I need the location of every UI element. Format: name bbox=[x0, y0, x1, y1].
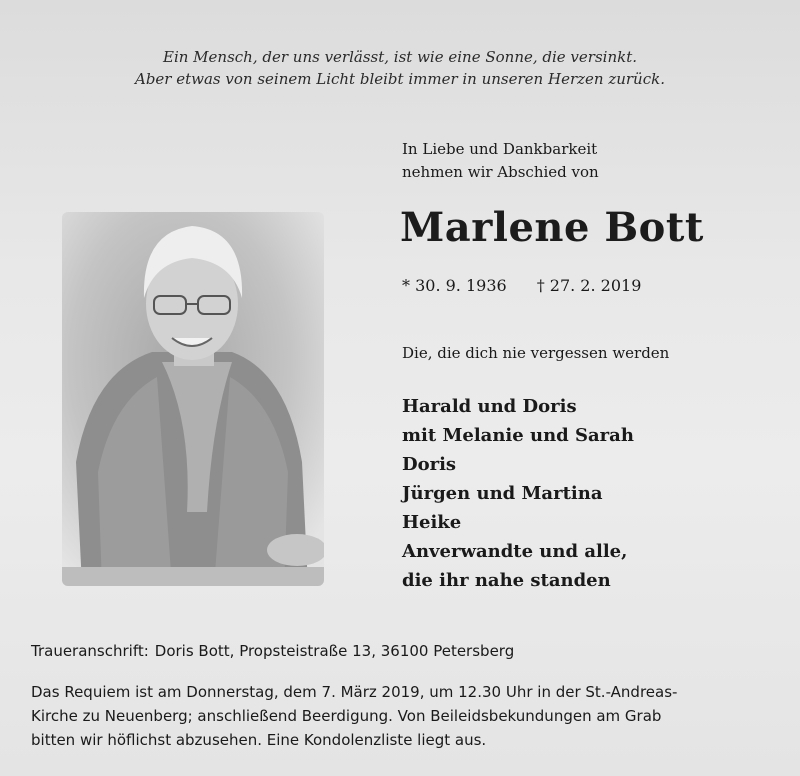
portrait-illustration bbox=[62, 212, 324, 586]
portrait-photo bbox=[62, 212, 324, 586]
birth-date: * 30. 9. 1936 bbox=[402, 276, 507, 295]
intro-line-1: In Liebe und Dankbarkeit bbox=[402, 140, 598, 158]
mourner-item: Anverwandte und alle, bbox=[402, 541, 628, 562]
requiem-line-2: Kirche zu Neuenberg; anschließend Beerdigung. Von Beileidsbekundungen am Grab bbox=[31, 707, 662, 725]
deceased-name: Marlene Bott bbox=[400, 204, 704, 251]
requiem-line-3: bitten wir höflichst abzusehen. Eine Kondolenzliste liegt aus. bbox=[31, 731, 487, 749]
mourning-address bbox=[31, 640, 514, 662]
mourners-intro: Die, die dich nie vergessen werden bbox=[402, 344, 670, 362]
mourner-item: die ihr nahe standen bbox=[402, 570, 611, 591]
address-label: Traueranschrift: bbox=[31, 642, 149, 660]
mourner-item: Doris bbox=[402, 454, 457, 475]
mourner-item: mit Melanie und Sarah bbox=[402, 425, 634, 446]
death-date: † 27. 2. 2019 bbox=[536, 276, 642, 295]
requiem-line-1: Das Requiem ist am Donnerstag, dem 7. März 2019, um 12.30 Uhr in der St.-Andreas- bbox=[31, 683, 678, 701]
life-dates bbox=[402, 275, 641, 297]
quote-line-1: Ein Mensch, der uns verlässt, ist wie eine Sonne, die versinkt. bbox=[163, 48, 637, 66]
quote-line-2: Aber etwas von seinem Licht bleibt immer in unseren Herzen zurück. bbox=[135, 70, 665, 88]
mourner-item: Jürgen und Martina bbox=[402, 483, 603, 504]
intro-line-2: nehmen wir Abschied von bbox=[402, 163, 599, 181]
mourner-item: Heike bbox=[402, 512, 462, 533]
mourner-item: Harald und Doris bbox=[402, 396, 577, 417]
opening-quote bbox=[0, 46, 800, 90]
address-value: Doris Bott, Propsteistraße 13, 36100 Petersberg bbox=[154, 642, 515, 660]
farewell-intro bbox=[402, 138, 599, 184]
mourners-list bbox=[402, 392, 634, 595]
requiem-notice bbox=[31, 680, 776, 752]
